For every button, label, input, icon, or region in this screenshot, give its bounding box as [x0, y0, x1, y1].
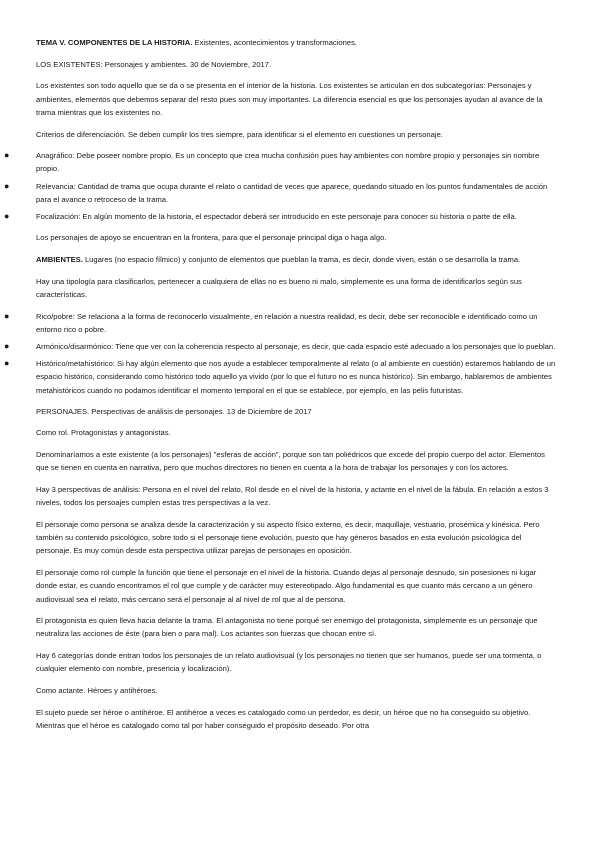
list-item	[4, 210, 559, 223]
ambientes-tipologia: Hay una tipología para clasificarlos, pertenecer a cualquiera de ellas no es bueno ni malo, simplemente es una forma de identificarlos según sus características.	[36, 276, 522, 299]
ambientes-paragraph	[36, 253, 559, 266]
list-item	[4, 340, 559, 353]
bullet-icon: ●	[4, 340, 10, 351]
criterion-anagrafico: Anagráfico: Debe poseer nombre propio. Es un concepto que crea mucha confusión pues hay ambientes con nombre propio y personajes sin nombre propio.	[36, 151, 540, 174]
ambientes-text: Lugares (no espacio fílmico) y conjunto de elementos que pueblan la trama, es decir, donde viven, están o se desarrolla la trama.	[82, 254, 521, 264]
ambientes-list	[4, 310, 559, 397]
ambientes-heading: AMBIENTES.	[36, 254, 83, 264]
criterion-focalizacion: Focalización: En algún momento de la historia, el espectador deberá ser introducido en este personaje para conocer su historia o parte de ella.	[36, 212, 517, 222]
list-item	[4, 180, 559, 206]
title-bold: TEMA V. COMPONENTES DE LA HISTORIA.	[36, 38, 193, 47]
bullet-icon: ●	[4, 180, 10, 191]
bullet-icon: ●	[4, 358, 10, 369]
criteria-list	[4, 149, 559, 223]
personajes-paragraph-5: El protagonista es quien lleva hacia delante la trama. El antagonista no tiene porqué ser enemigo del protagonista, simplemente es un personaje que neutraliza las acciones de éste (para bien o para mal). Los actantes son fuerzas que chocan entre sí.	[36, 616, 538, 639]
title-rest: Existentes, acontecimientos y transformaciones.	[192, 38, 357, 47]
bullet-icon: ●	[4, 211, 10, 222]
criteria-intro: Criterios de diferenciación. Se deben cumplir los tres siempre, para identificar si el elemento en cuestiones un personaje.	[36, 129, 443, 139]
list-item	[4, 357, 559, 397]
ambiente-armonico: Armónico/disarmónico: Tiene que ver con la coherencia respecto al personaje, es decir, que cada espacio esté adecuado a los personajes que lo pueblan.	[36, 341, 556, 351]
bullet-icon: ●	[4, 310, 10, 321]
apoyo-paragraph: Los personajes de apoyo se encuentran en la frontera, para que el personaje principal diga o haga algo.	[36, 233, 387, 243]
bullet-icon: ●	[4, 150, 10, 161]
personajes-paragraph-2: Hay 3 perspectivas de análisis: Persona en el nivel del relato, Rol desde en el nivel de la historia, y actante en el nivel de la fábula. En relación a estos 3 niveles, todos los persoajes cumplen estas tres perspectivas a la vez.	[36, 485, 549, 508]
personajes-paragraph-4: El personaje como rol cumple la función que tiene el personaje en el nivel de la historia. Cuando dejas al personaje desnudo, sin posesiones ni lugar donde estar, es cuando encontramos el rol que cumple y de carácter muy estereotipado. Algo fundamental es que cuanto más cercano a un género audiovisual sea el relato, más cercano será el personaje al al nivel de rol que al de persona.	[36, 568, 537, 604]
existentes-paragraph-1: Los existentes son todo aquello que se da o se presenta en el interior de la historia. Los existentes se articulan en dos subcategorías: Personajes y ambientes, elementos que debemos separar del resto pues son muy importantes. La diferencia esencial es que los personajes ayudan al avance de la trama mientras que los existentes no.	[36, 81, 543, 117]
ambiente-rico-pobre: Rico/pobre: Se relaciona a la forma de reconocerlo visualmente, en relación a nuestra realidad, es decir, debe ser reconocible e identificado como un entorno rico o pobre.	[36, 311, 538, 334]
actante-subheading: Como actante. Héroes y antihéroes.	[36, 686, 158, 696]
personajes-paragraph-1: Denominaríamos a este existente (a los personajes) "esferas de acción", porque son tan poliédricos que excede del propio cuerpo del actor. Elementos que se tienen en cuenta en narrativa, pero que muchos directores no tienen en cuenta a la hora de trabajar los personajes y con los actores.	[36, 450, 545, 473]
list-item	[4, 149, 559, 175]
criterion-relevancia: Relevancia: Cantidad de trama que ocupa durante el relato o cantidad de veces que aparece, quedando situado en los puntos fundamentales de acción para el avance o retroceso de la trama.	[36, 181, 548, 204]
personajes-paragraph-3: El personaje como persona se analiza desde la caracterización y su aspecto físico externo, es decir, maquillaje, vestuario, prosémica y kinésica. Pero también su contenido psicológico, sobre todo si el personaje tiene evolución, puesto que hay géneros basados en esta evolución psicológica del personaje. Es muy común desde esta perspectiva utilizar parejas de personajes en oposición.	[36, 519, 540, 556]
actante-paragraph-1: El sujeto puede ser héroe o antihéroe. El antihéroe a veces es catalogado como un perdedor, es decir, un héroe que no ha conseguido su objetivo. Mientras que el héroe es catalogado como tal por haber conseguido el propósito deseado. Por otra	[36, 707, 531, 730]
rol-subheading: Como rol. Protagonistas y antagonistas.	[36, 428, 171, 438]
list-item	[4, 310, 559, 336]
ambiente-historico: Histórico/metahistórico: Si hay algún elemento que nos ayude a establecer temporalmente al relato (o al ambiente en cuestión) estaremos hablando de un espacio histórico, considerando como histórico todo aquello ya vivido (por lo que el futuro no es nunca histórico). Sin embargo, hablaremos de ambientes metahistóricos cuando no podamos identificar el momento temporal en el que se establece, por ejemplo, en las pelis futuristas.	[36, 359, 556, 395]
personajes-paragraph-6: Hay 6 categorías donde entran todos los personajes de un relato audiovisual (y los personajes no tienen que ser humanos, puede ser una tormenta, o cualquier elemento con nombre, presencia y localización).	[36, 651, 542, 674]
existentes-heading: LOS EXISTENTES: Personajes y ambientes. 30 de Noviembre, 2017.	[36, 59, 272, 69]
document-title	[36, 36, 559, 49]
personajes-heading: PERSONAJES. Perspectivas de análisis de personajes. 13 de Diciembre de 2017	[36, 406, 312, 416]
